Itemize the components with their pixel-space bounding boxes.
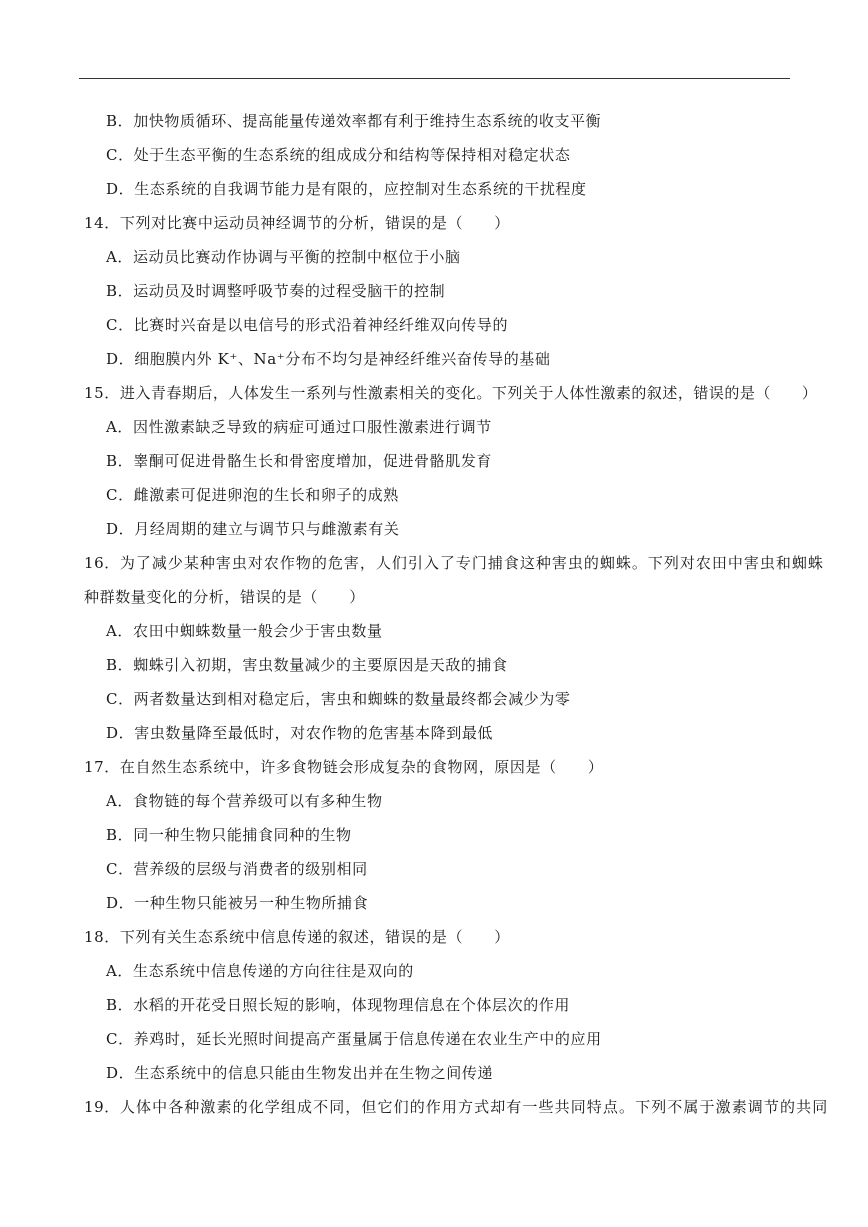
question-stem: 人体中各种激素的化学组成不同，但它们的作用方式却有一些共同特点。下列不属于激素调节的共同	[119, 1098, 829, 1116]
question-number: 18．	[84, 928, 120, 946]
question-stem: 下列有关生态系统中信息传递的叙述，错误的是（ ）	[119, 928, 510, 946]
option-14-d: D．细胞膜内外 K⁺、Na⁺分布不均匀是神经纤维兴奋传导的基础	[106, 350, 551, 368]
option-13-b: B．加快物质循环、提高能量传递效率都有利于维持生态系统的收支平衡	[106, 112, 602, 130]
question-number: 16．	[84, 554, 120, 572]
option-18-b: B．水稻的开花受日照长短的影响，体现物理信息在个体层次的作用	[106, 996, 571, 1014]
option-17-a: A．食物链的每个营养级可以有多种生物	[106, 792, 383, 810]
option-16-c: C．两者数量达到相对稳定后，害虫和蜘蛛的数量最终都会减少为零	[106, 690, 571, 708]
question-number: 19．	[84, 1098, 120, 1116]
question-19	[0, 1090, 868, 1124]
question-stem: 下列对比赛中运动员神经调节的分析，错误的是（ ）	[119, 214, 510, 232]
question-16-continuation: 种群数量变化的分析，错误的是（ ）	[84, 588, 365, 606]
option-18-a: A．生态系统中信息传递的方向往往是双向的	[106, 962, 414, 980]
question-16	[0, 546, 868, 580]
question-stem: 进入青春期后，人体发生一系列与性激素相关的变化。下列关于人体性激素的叙述，错误的是（ ）	[119, 384, 818, 402]
question-17	[0, 750, 868, 784]
question-number: 14．	[84, 214, 120, 232]
question-number: 15．	[84, 384, 120, 402]
option-15-b: B．睾酮可促进骨骼生长和骨密度增加，促进骨骼肌发育	[106, 452, 493, 470]
option-18-c: C．养鸡时，延长光照时间提高产蛋量属于信息传递在农业生产中的应用	[106, 1030, 602, 1048]
option-16-b: B．蜘蛛引入初期，害虫数量减少的主要原因是天敌的捕食	[106, 656, 508, 674]
option-13-c: C．处于生态平衡的生态系统的组成成分和结构等保持相对稳定状态	[106, 146, 571, 164]
option-14-c: C．比赛时兴奋是以电信号的形式沿着神经纤维双向传导的	[106, 316, 509, 334]
option-16-a: A．农田中蜘蛛数量一般会少于害虫数量	[106, 622, 383, 640]
option-14-b: B．运动员及时调整呼吸节奏的过程受脑干的控制	[106, 282, 446, 300]
option-17-b: B．同一种生物只能捕食同种的生物	[106, 826, 352, 844]
option-14-a: A．运动员比赛动作协调与平衡的控制中枢位于小脑	[106, 248, 461, 266]
question-stem: 在自然生态系统中，许多食物链会形成复杂的食物网，原因是（ ）	[119, 758, 604, 776]
option-15-c: C．雌激素可促进卵泡的生长和卵子的成熟	[106, 486, 399, 504]
question-18	[0, 920, 868, 954]
option-17-d: D．一种生物只能被另一种生物所捕食	[106, 894, 369, 912]
option-15-d: D．月经周期的建立与调节只与雌激素有关	[106, 520, 400, 538]
option-17-c: C．营养级的层级与消费者的级别相同	[106, 860, 368, 878]
option-15-a: A．因性激素缺乏导致的病症可通过口服性激素进行调节	[106, 418, 492, 436]
option-13-d: D．生态系统的自我调节能力是有限的，应控制对生态系统的干扰程度	[106, 180, 587, 198]
question-15	[0, 376, 868, 410]
document-body	[0, 104, 868, 1124]
question-14	[0, 206, 868, 240]
header-rule	[79, 78, 790, 79]
option-16-d: D．害虫数量降至最低时，对农作物的危害基本降到最低	[106, 724, 494, 742]
question-number: 17．	[84, 758, 120, 776]
option-18-d: D．生态系统中的信息只能由生物发出并在生物之间传递	[106, 1064, 494, 1082]
question-stem: 为了减少某种害虫对农作物的危害，人们引入了专门捕食这种害虫的蜘蛛。下列对农田中害虫和蜘蛛	[119, 554, 824, 572]
